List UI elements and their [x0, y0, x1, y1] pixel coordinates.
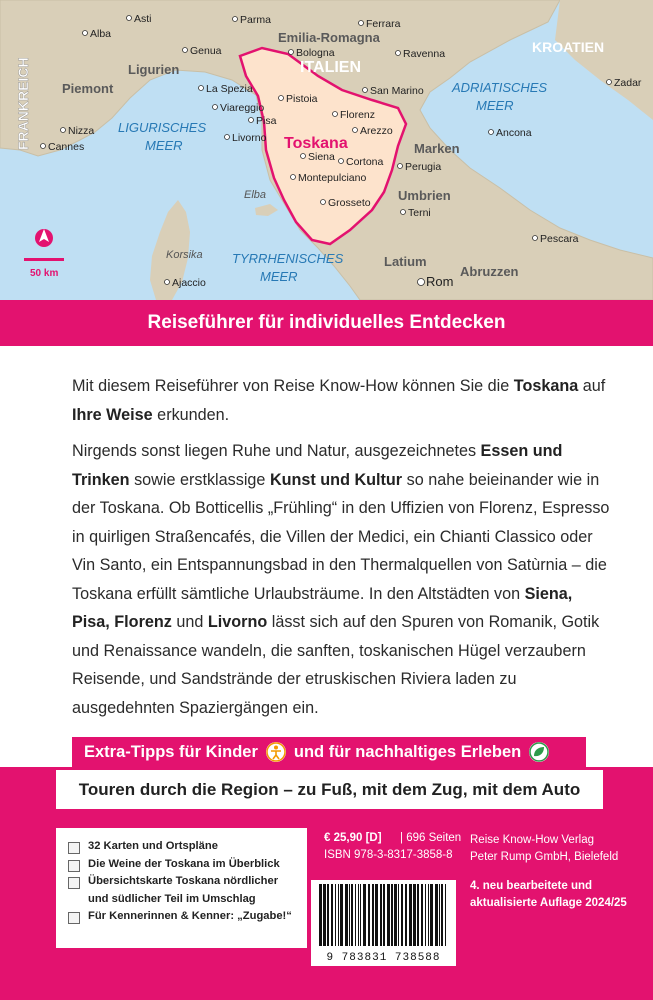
barcode-bar — [368, 884, 370, 946]
city-dot — [279, 96, 284, 101]
region-label: Marken — [414, 141, 460, 156]
barcode-bar — [421, 884, 423, 946]
barcode-bar — [338, 884, 339, 946]
city-label: Alba — [90, 28, 112, 40]
extras-sustainable-label: und für nachhaltiges Erleben — [293, 742, 522, 761]
barcode-bar — [323, 884, 326, 946]
overview-map — [0, 0, 653, 300]
child-icon — [266, 742, 286, 762]
city-dot — [61, 128, 66, 133]
text-run: auf — [578, 377, 606, 395]
label-adriatic-sea-2: MEER — [476, 98, 514, 113]
barcode-bar — [345, 884, 348, 946]
north-arrow-icon — [35, 229, 53, 247]
city-dot — [249, 118, 254, 123]
barcode-bar — [360, 884, 361, 946]
emphasis: Livorno — [207, 613, 268, 631]
city-dot — [199, 86, 204, 91]
city-label: Parma — [240, 14, 271, 26]
emphasis: Toskana — [513, 377, 579, 395]
tagline-text: Reiseführer für individuelles Entdecken — [147, 312, 506, 333]
barcode-bar — [375, 884, 378, 946]
page-count: | 696 Seiten — [400, 832, 462, 844]
city-label: Viareggio — [220, 102, 265, 114]
publisher — [470, 832, 618, 866]
page-count-value: 696 Seiten — [406, 832, 462, 844]
description-body — [72, 437, 612, 722]
city-dot — [165, 280, 170, 285]
barcode-bar — [355, 884, 356, 946]
feature-item-continuation: und südlicher Teil im Umschlag — [88, 892, 256, 905]
barcode — [311, 880, 456, 966]
barcode-bar — [409, 884, 412, 946]
city-label: Livorno — [232, 132, 267, 144]
city-label: Ravenna — [403, 48, 446, 60]
description-intro — [72, 372, 612, 429]
city-label: Montepulciano — [298, 172, 367, 184]
label-ligurian-sea-2: MEER — [145, 138, 183, 153]
city-label: Terni — [408, 207, 431, 219]
extras-bar — [72, 737, 586, 767]
barcode-bar — [398, 884, 399, 946]
city-label: San Marino — [370, 85, 424, 97]
barcode-bar — [351, 884, 353, 946]
city-label: Arezzo — [360, 125, 393, 137]
barcode-bar — [405, 884, 407, 946]
city-label: Perugia — [405, 161, 442, 173]
city-label: Zadar — [614, 77, 642, 89]
barcode-bar — [394, 884, 397, 946]
emphasis: Siena, Pisa, Florenz — [72, 584, 573, 631]
city-label: Cannes — [48, 141, 85, 153]
emphasis: Kunst und Kultur — [269, 470, 403, 489]
city-dot — [213, 105, 218, 110]
city-label: Grosseto — [328, 197, 371, 209]
barcode-bar — [417, 884, 419, 946]
feature-item: Für Kennerinnen & Kenner: „Zugabe!“ — [68, 908, 299, 926]
region-label: Emilia-Romagna — [278, 30, 380, 45]
scale-bar — [24, 258, 64, 261]
city-label: Siena — [308, 151, 335, 163]
city-label: Cortona — [346, 156, 384, 168]
city-dot — [607, 80, 612, 85]
city-dot — [291, 175, 296, 180]
city-dot — [396, 51, 401, 56]
region-label: Latium — [384, 254, 427, 269]
city-label: Genua — [190, 45, 222, 57]
city-label: La Spezia — [206, 83, 253, 95]
feature-item: Übersichtskarte Toskana nördlicher — [68, 873, 299, 891]
city-label: Rom — [426, 274, 454, 289]
city-label: Ajaccio — [172, 277, 206, 289]
barcode-bar — [372, 884, 374, 946]
barcode-bar — [445, 884, 446, 946]
emphasis: Ihre Weise — [72, 405, 153, 424]
text-run: sowie erstklassige — [129, 470, 270, 489]
text-run: Mit diesem Reiseführer von Reise Know-How können Sie die — [72, 377, 514, 395]
city-label: Pescara — [540, 233, 579, 245]
barcode-bar — [380, 884, 382, 946]
barcode-bar — [358, 884, 359, 946]
feature-list — [56, 828, 307, 948]
city-dot — [418, 279, 425, 286]
barcode-bar — [428, 884, 429, 946]
barcode-bar — [439, 884, 440, 946]
publisher-line: Peter Rump GmbH, Bielefeld — [470, 851, 619, 863]
city-dot — [333, 112, 338, 117]
city-dot — [321, 200, 326, 205]
extras-kids-label: Extra-Tipps für Kinder — [84, 742, 258, 761]
barcode-bar — [430, 884, 433, 946]
label-tyrrhenian-sea-2: MEER — [260, 269, 298, 284]
city-dot — [225, 135, 230, 140]
text-run: so nahe beieinander wie in der Toskana. Ob Botticellis „Frühling“ in den Uffizien von Florenz, Espresso in quirligen Straßencafés, die Villen der Medici, ein Chianti Classico oder Vin Santo, ein Entspannungsbad in den Thermalquellen von Satùrnia – die Toskana erfüllt sämtliche Urlaubsträume. In den Altstädten von — [72, 470, 610, 603]
label-france: FRANKREICH — [15, 57, 31, 150]
city-dot — [363, 88, 368, 93]
label-croatia: KROATIEN — [532, 39, 605, 55]
label-tuscany: Toskana — [284, 135, 348, 152]
edition-line: 4. neu bearbeitete und — [470, 880, 593, 892]
city-dot — [339, 159, 344, 164]
barcode-bar — [331, 884, 333, 946]
label-ligurian-sea-1: LIGURISCHES — [118, 120, 207, 135]
barcode-bar — [425, 884, 426, 946]
city-dot — [489, 130, 494, 135]
city-dot — [401, 210, 406, 215]
city-dot — [301, 154, 306, 159]
feature-item: 32 Karten und Ortspläne — [68, 838, 299, 856]
city-dot — [289, 50, 294, 55]
barcode-number: 9 783831 738588 — [326, 952, 441, 964]
tours-text: Touren durch die Region – zu Fuß, mit dem Zug, mit dem Auto — [78, 779, 581, 799]
leaf-icon — [529, 742, 549, 762]
barcode-bar — [435, 884, 438, 946]
description — [72, 372, 612, 730]
city-dot — [183, 48, 188, 53]
city-dot — [41, 144, 46, 149]
city-dot — [359, 21, 364, 26]
barcode-bar — [413, 884, 416, 946]
publisher-line: Reise Know-How Verlag — [470, 834, 595, 846]
barcode-bar — [363, 884, 366, 946]
barcode-bar — [383, 884, 385, 946]
barcode-bar — [387, 884, 390, 946]
city-label: Ancona — [496, 127, 532, 139]
barcode-bar — [327, 884, 329, 946]
label-scale: 50 km — [30, 268, 59, 279]
region-label: Abruzzen — [460, 264, 519, 279]
barcode-bar — [335, 884, 336, 946]
label-adriatic-sea-1: ADRIATISCHES — [452, 80, 548, 95]
label-tyrrhenian-sea-1: TYRRHENISCHES — [232, 251, 344, 266]
edition — [470, 878, 627, 912]
city-dot — [398, 164, 403, 169]
city-dot — [533, 236, 538, 241]
city-dot — [233, 17, 238, 22]
text-run: Nirgends sonst liegen Ruhe und Natur, ausgezeichnetes — [72, 442, 481, 460]
barcode-bar — [319, 884, 322, 946]
label-elba: Elba — [244, 189, 267, 201]
isbn: ISBN 978-3-8317-3858-8 — [324, 849, 453, 861]
tagline-banner — [0, 300, 653, 346]
city-label: Florenz — [340, 109, 376, 121]
city-label: Pisa — [256, 115, 277, 127]
edition-line: aktualisierte Auflage 2024/25 — [470, 897, 627, 909]
barcode-bar — [441, 884, 443, 946]
city-label: Asti — [134, 13, 152, 25]
region-label: Umbrien — [398, 188, 451, 203]
barcode-bar — [340, 884, 343, 946]
barcode-bar — [349, 884, 350, 946]
city-dot — [353, 128, 358, 133]
text-run: erkunden. — [152, 405, 230, 424]
city-label: Nizza — [68, 125, 95, 137]
city-label: Ferrara — [366, 18, 401, 30]
feature-item: Die Weine der Toskana im Überblick — [68, 856, 299, 874]
city-dot — [83, 31, 88, 36]
region-label: Piemont — [62, 81, 114, 96]
emphasis: Essen und Trinken — [72, 442, 563, 489]
text-run: und — [171, 613, 208, 631]
label-italy: ITALIEN — [300, 59, 362, 76]
price: € 25,90 [D] — [324, 832, 382, 844]
label-corsica: Korsika — [166, 249, 203, 261]
city-label: Bologna — [296, 47, 335, 59]
tours-banner — [56, 770, 603, 809]
text-run: lässt sich auf den Spuren von Romanik, Gotik und Renaissance wandeln, die sanften, toskanischen Hügel verzaubern Reisende, und Sandstrände der etruskischen Riviera laden zu ausgedehnten Spaziergängen ein. — [72, 613, 600, 717]
city-dot — [127, 16, 132, 21]
barcode-bar — [401, 884, 403, 946]
region-label: Ligurien — [128, 62, 180, 77]
city-label: Pistoia — [286, 93, 318, 105]
barcode-bars — [311, 880, 456, 950]
barcode-bar — [391, 884, 393, 946]
